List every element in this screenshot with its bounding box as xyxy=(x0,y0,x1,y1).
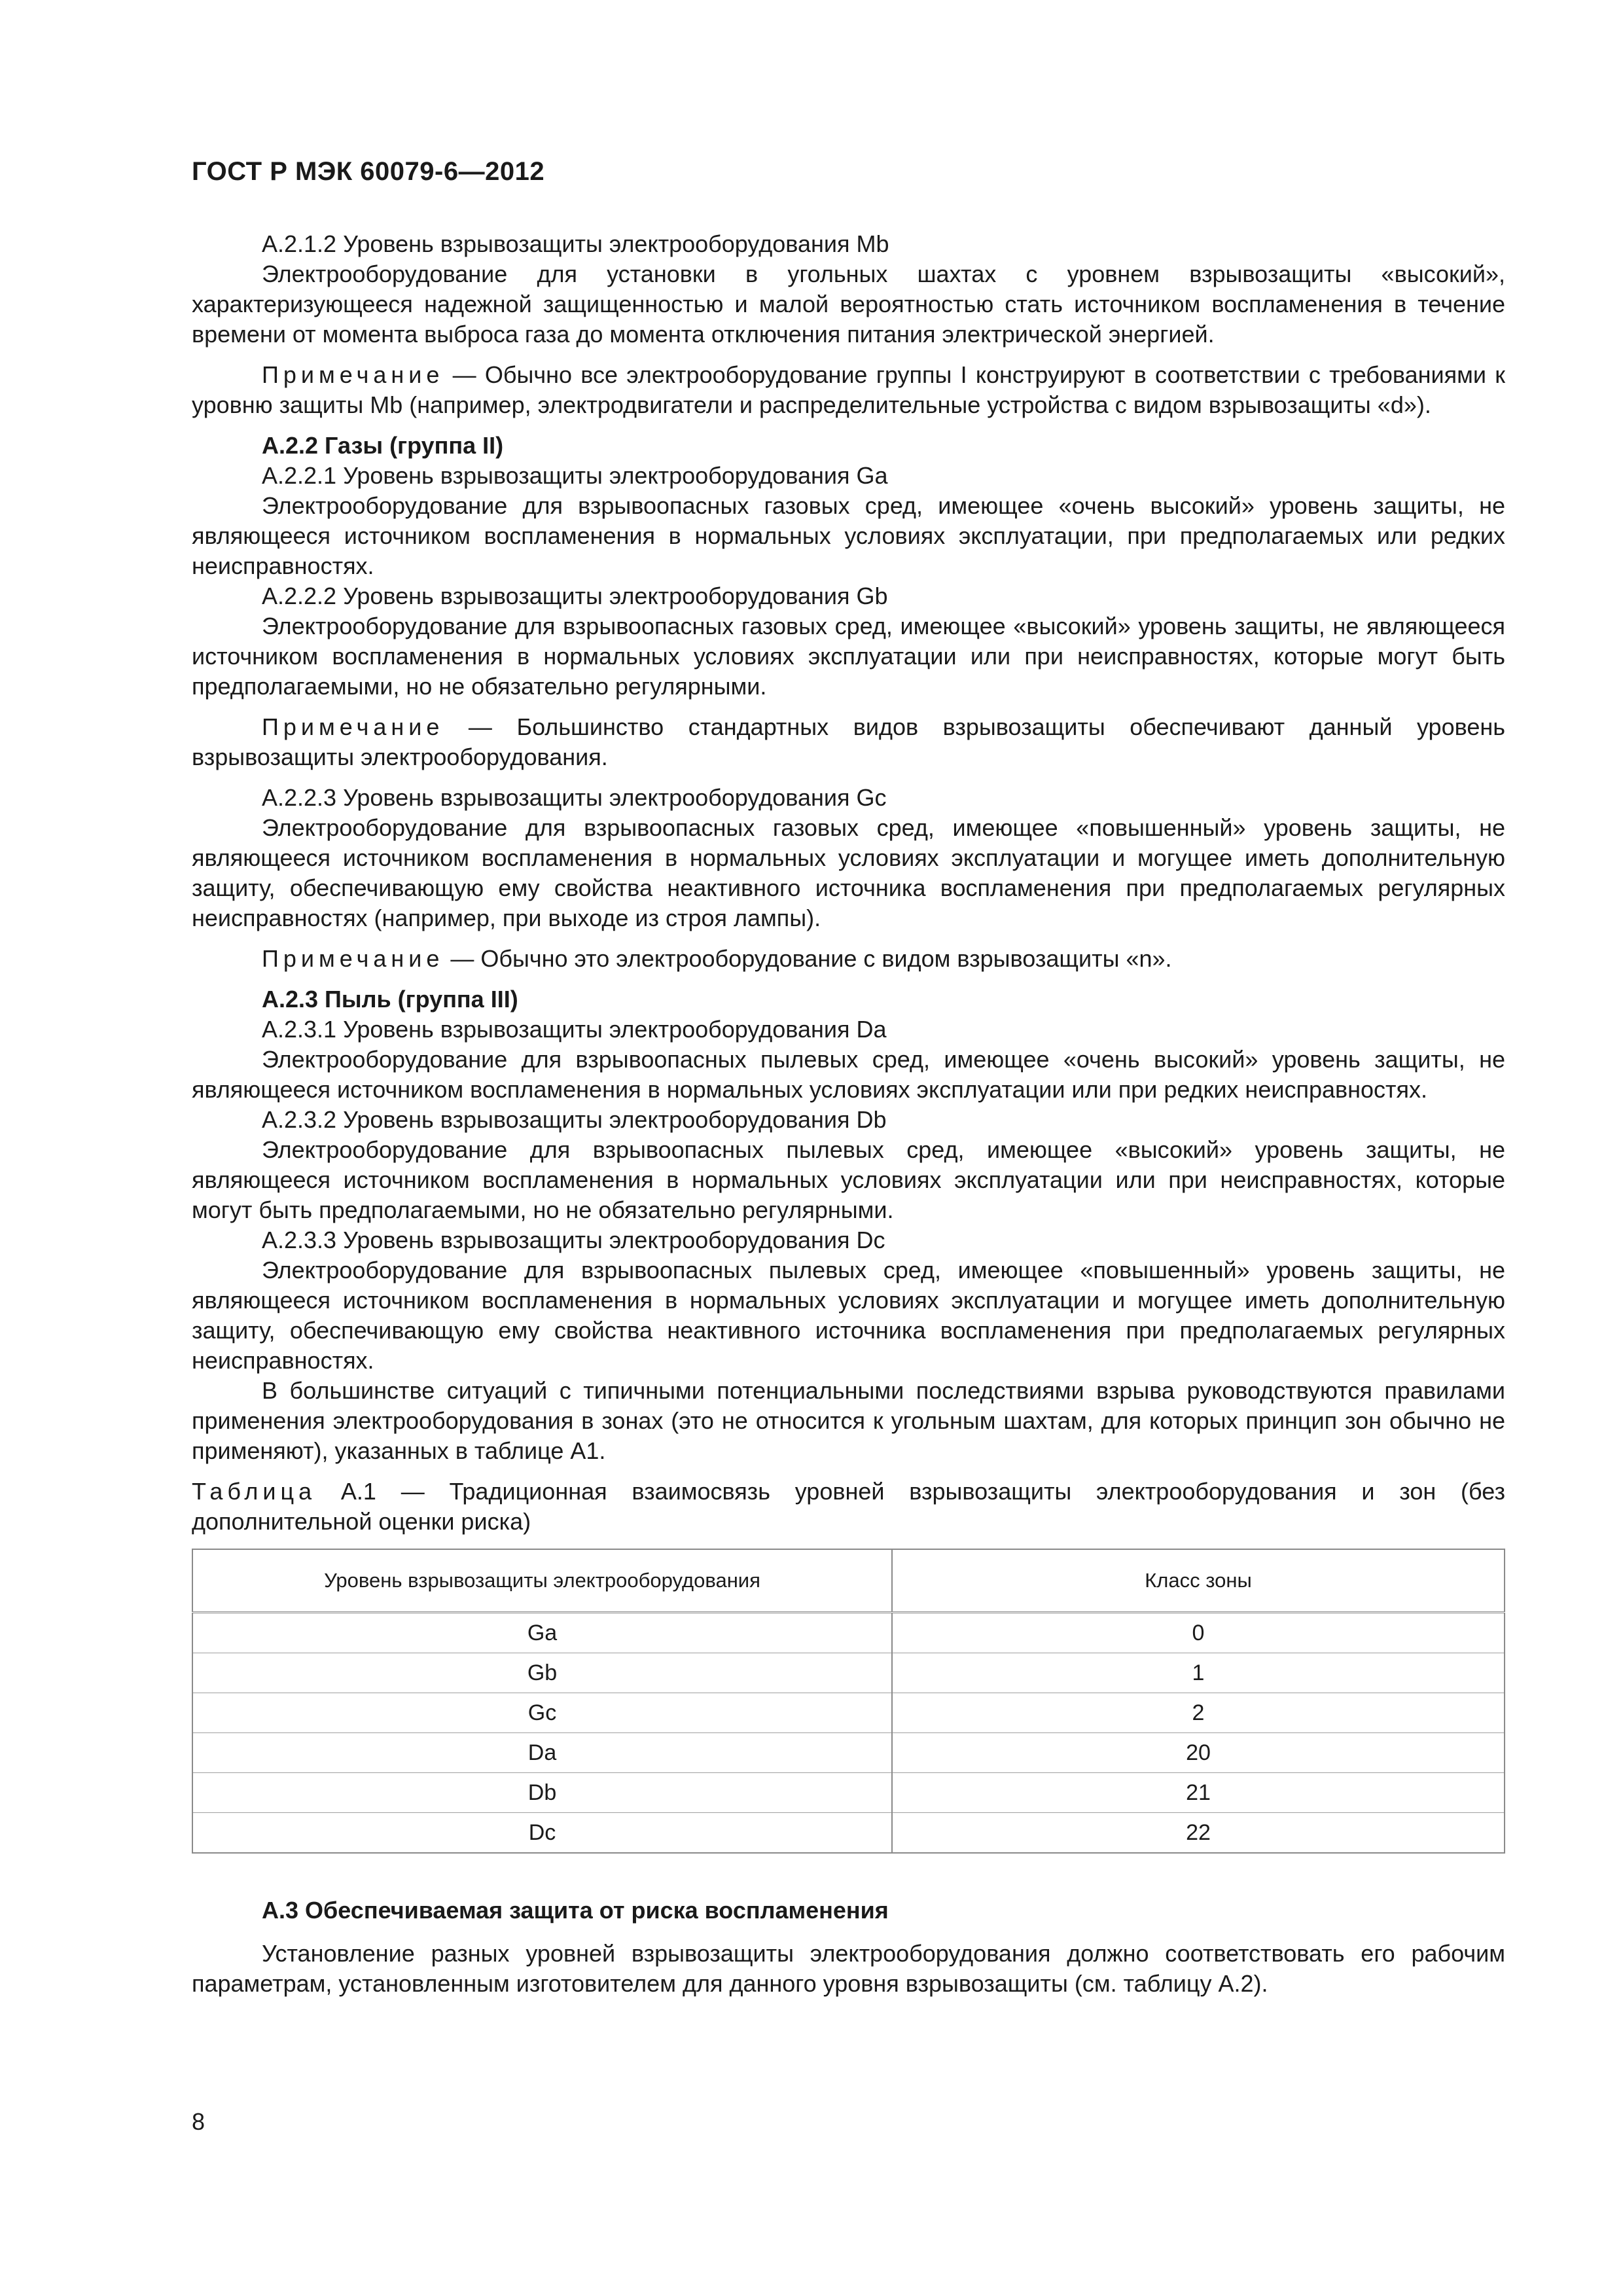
section-a23-heading: А.2.3 Пыль (группа III) xyxy=(262,986,518,1013)
table-caption-label: Таблица xyxy=(192,1478,317,1505)
note-3-text: — Обычно это электрооборудование с видом взрывозащиты «n». xyxy=(450,945,1172,972)
table-header-level: Уровень взрывозащиты электрооборудования xyxy=(192,1549,892,1613)
table-row xyxy=(192,1813,1505,1854)
table-cell-level: Gc xyxy=(192,1693,892,1733)
table-a1 xyxy=(192,1549,1505,1854)
note-1-label: Примечание xyxy=(262,361,444,388)
section-a212-text: Электрооборудование для установки в угольных шахтах с уровнем взрывозащиты «высокий», характеризующееся надежной защищенностью и малой вероятностью стать источником воспламенения в течение времени от момента выброса газа до момента отключения питания электрической энергией. xyxy=(192,260,1505,348)
document-header: ГОСТ Р МЭК 60079-6—2012 xyxy=(192,157,545,186)
section-a22-heading: А.2.2 Газы (группа II) xyxy=(262,432,504,459)
section-a232-heading: А.2.3.2 Уровень взрывозащиты электрооборудования Db xyxy=(262,1106,887,1133)
section-a212-heading: А.2.1.2 Уровень взрывозащиты электрооборудования Mb xyxy=(262,230,889,257)
table-row xyxy=(192,1613,1505,1653)
section-a233-heading: А.2.3.3 Уровень взрывозащиты электрооборудования Dc xyxy=(262,1227,885,1253)
note-2-text: — Большинство стандартных видов взрывозащиты обеспечивают данный уровень взрывозащиты электрооборудования. xyxy=(192,713,1505,770)
table-cell-zone: 22 xyxy=(892,1813,1505,1854)
note-2 xyxy=(192,712,1505,772)
zones-paragraph: В большинстве ситуаций с типичными потенциальными последствиями взрыва руководствуются правилами применения электрооборудования в зонах (это не относится к угольным шахтам, для которых принцип зон обычно не применяют), указанных в таблице А1. xyxy=(192,1377,1505,1464)
table-cell-level: Ga xyxy=(192,1613,892,1653)
table-cell-zone: 2 xyxy=(892,1693,1505,1733)
page-number: 8 xyxy=(192,2108,205,2135)
table-caption xyxy=(192,1477,1505,1537)
table-row xyxy=(192,1733,1505,1773)
table-cell-zone: 1 xyxy=(892,1653,1505,1693)
table-a1-wrapper xyxy=(192,1549,1505,1854)
table-cell-level: Dc xyxy=(192,1813,892,1854)
table-row xyxy=(192,1773,1505,1813)
section-a221-text: Электрооборудование для взрывоопасных газовых сред, имеющее «очень высокий» уровень защиты, не являющееся источником воспламенения в нормальных условиях эксплуатации, при предполагаемых или редких неисправностях. xyxy=(192,492,1505,579)
note-3 xyxy=(192,944,1505,974)
section-a232-text: Электрооборудование для взрывоопасных пылевых сред, имеющее «высокий» уровень защиты, не являющееся источником воспламенения в нормальных условиях эксплуатации или при неисправностях, которые могут быть предполагаемыми, но не обязательно регулярными. xyxy=(192,1136,1505,1223)
table-row xyxy=(192,1693,1505,1733)
section-a222-heading: А.2.2.2 Уровень взрывозащиты электрооборудования Gb xyxy=(262,583,888,609)
section-a3-text: Установление разных уровней взрывозащиты электрооборудования должно соответствовать его рабочим параметрам, установленным изготовителем для данного уровня взрывозащиты (см. таблицу А.2). xyxy=(192,1940,1505,1997)
section-a223-heading: А.2.2.3 Уровень взрывозащиты электрооборудования Gc xyxy=(262,784,887,811)
note-3-label: Примечание xyxy=(262,945,444,972)
section-a223-text: Электрооборудование для взрывоопасных газовых сред, имеющее «повышенный» уровень защиты, не являющееся источником воспламенения в нормальных условиях эксплуатации и могущее иметь дополнительную защиту, обеспечивающую ему свойства неактивного источника воспламенения при предполагаемых регулярных неисправностях (например, при выходе из строя лампы). xyxy=(192,814,1505,931)
document-body xyxy=(192,229,1505,1999)
section-a221-heading: А.2.2.1 Уровень взрывозащиты электрооборудования Ga xyxy=(262,462,888,489)
table-cell-zone: 20 xyxy=(892,1733,1505,1773)
table-caption-text: А.1 — Традиционная взаимосвязь уровней взрывозащиты электрооборудования и зон (без дополнительной оценки риска) xyxy=(192,1478,1505,1535)
note-1-text: — Обычно все электрооборудование группы I конструируют в соответствии с требованиями к уровню защиты Mb (например, электродвигатели и распределительные устройства с видом взрывозащиты «d»). xyxy=(192,361,1505,418)
table-row xyxy=(192,1653,1505,1693)
table-cell-level: Da xyxy=(192,1733,892,1773)
table-cell-zone: 21 xyxy=(892,1773,1505,1813)
section-a233-text: Электрооборудование для взрывоопасных пылевых сред, имеющее «повышенный» уровень защиты, не являющееся источником воспламенения в нормальных условиях эксплуатации и могущее иметь дополнительную защиту, обеспечивающую ему свойства неактивного источника воспламенения при предполагаемых регулярных неисправностях. xyxy=(192,1257,1505,1374)
section-a231-text: Электрооборудование для взрывоопасных пылевых сред, имеющее «очень высокий» уровень защиты, не являющееся источником воспламенения в нормальных условиях эксплуатации или при редких неисправностях. xyxy=(192,1046,1505,1103)
table-cell-level: Db xyxy=(192,1773,892,1813)
table-header-row xyxy=(192,1549,1505,1613)
table-cell-zone: 0 xyxy=(892,1613,1505,1653)
section-a3-heading: А.3 Обеспечиваемая защита от риска воспламенения xyxy=(262,1897,889,1924)
table-cell-level: Gb xyxy=(192,1653,892,1693)
note-1 xyxy=(192,360,1505,420)
note-2-label: Примечание xyxy=(262,713,444,740)
section-a231-heading: А.2.3.1 Уровень взрывозащиты электрооборудования Da xyxy=(262,1016,887,1043)
section-a222-text: Электрооборудование для взрывоопасных газовых сред, имеющее «высокий» уровень защиты, не являющееся источником воспламенения в нормальных условиях эксплуатации или при неисправностях, которые могут быть предполагаемыми, но не обязательно регулярными. xyxy=(192,613,1505,700)
table-header-zone: Класс зоны xyxy=(892,1549,1505,1613)
